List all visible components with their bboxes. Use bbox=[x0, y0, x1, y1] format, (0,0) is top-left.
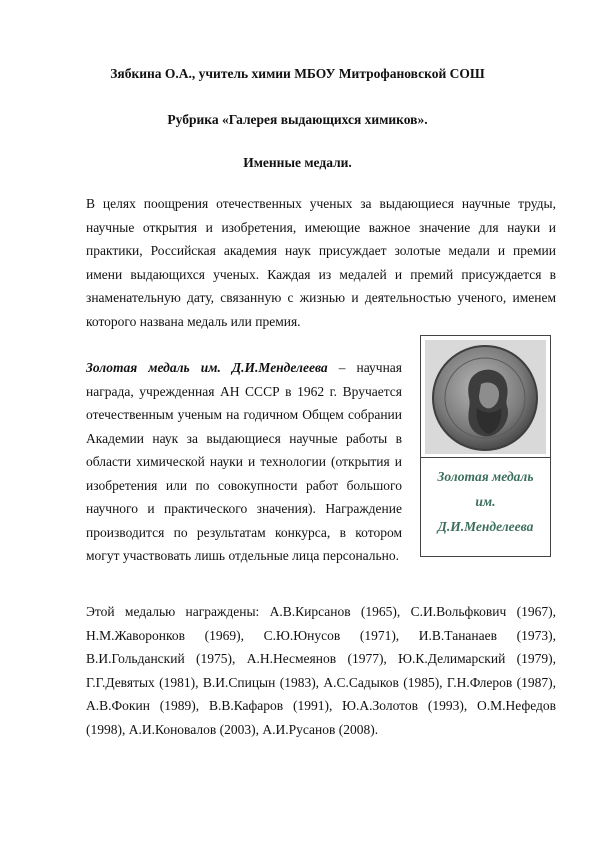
caption-line-2: им. bbox=[475, 494, 496, 509]
medal-paragraph bbox=[86, 356, 402, 568]
medal-figure bbox=[420, 335, 551, 557]
medal-name: Золотая медаль им. Д.И.Менделеева bbox=[86, 360, 328, 375]
author-line: Зябкина О.А., учитель химии МБОУ Митрофановской СОШ bbox=[110, 66, 485, 81]
medal-image bbox=[425, 340, 546, 454]
medal-caption bbox=[421, 458, 550, 539]
page-title: Именные медали. bbox=[243, 155, 352, 170]
awardees-paragraph: Этой медалью награждены: А.В.Кирсанов (1965), С.И.Вольфкович (1967), Н.М.Жаворонков (1969), С.Ю.Юнусов (1971), И.В.Тананаев (1973), В.И.Гольданский (1975), А.Н.Несмеянов (1977), Ю.К.Делимарский (1979), Г.Г.Девятых (1981), В.И.Спицын (1983), А.С.Садыков (1985), Г.Н.Флеров (1987), А.В.Фокин (1989), В.В.Кафаров (1991), Ю.А.Золотов (1993), О.М.Нефедов (1998), А.И.Коновалов (2003), А.И.Русанов (2008). bbox=[86, 604, 556, 737]
medal-description: – научная награда, учрежденная АН СССР в 1962 г. Вручается отечественным ученым на годичном Общем собрании Академии наук за выдающиеся научные работы в области химической науки и технологии (открытия и изобретения или по совокупности работ большого научного и практического значения). Награждение производится по результатам конкурса, в котором могут участвовать лишь отдельные лица персонально. bbox=[86, 360, 402, 563]
caption-line-1: Золотая медаль bbox=[437, 469, 534, 484]
intro-paragraph: В целях поощрения отечественных ученых за выдающиеся научные труды, научные открытия и изобретения, имеющие важное значение для науки и практики, Российская академия наук присуждает золотые медали и премии имени выдающихся ученых. Каждая из медалей и премий присуждается в знаменательную дату, связанную с жизнью и деятельностью ученого, именем которого названа медаль или премия. bbox=[86, 196, 556, 329]
caption-line-3: Д.И.Менделеева bbox=[437, 519, 534, 534]
rubric-line: Рубрика «Галерея выдающихся химиков». bbox=[167, 112, 428, 127]
